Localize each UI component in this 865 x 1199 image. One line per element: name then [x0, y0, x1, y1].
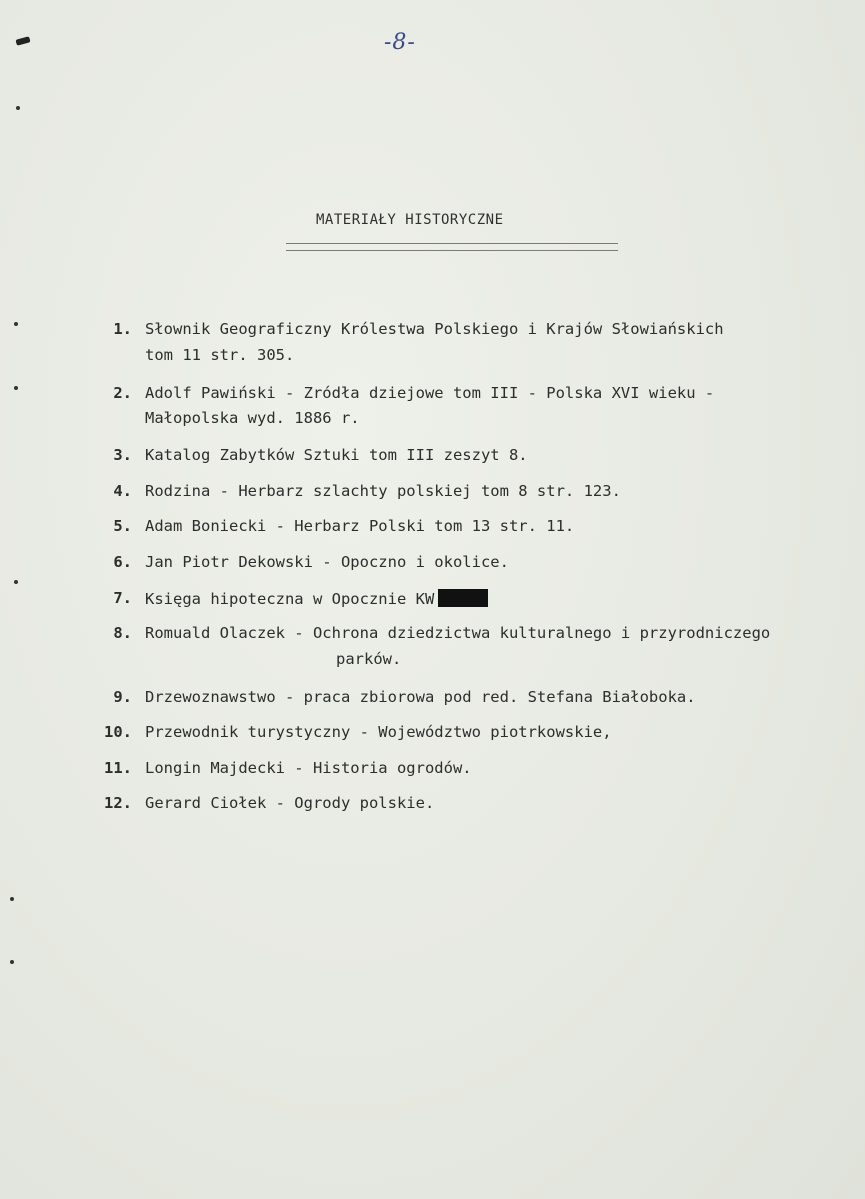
- margin-dot: [14, 322, 18, 326]
- page-title: MATERIAŁY HISTORYCZNE: [316, 212, 504, 228]
- item-text: Jan Piotr Dekowski - Opoczno i okolice.: [145, 553, 509, 571]
- item-number: 1.: [113, 320, 132, 338]
- item-text: Gerard Ciołek - Ogrody polskie.: [145, 794, 435, 812]
- item-text: Longin Majdecki - Historia ogrodów.: [145, 759, 472, 777]
- item-text-wrapper: [145, 589, 488, 608]
- item-text: Przewodnik turystyczny - Województwo piotrkowskie,: [145, 723, 612, 741]
- item-number: 4.: [113, 482, 132, 500]
- redaction-block: [438, 589, 488, 607]
- item-text-continued: Małopolska wyd. 1886 r.: [145, 409, 360, 427]
- item-text: Rodzina - Herbarz szlachty polskiej tom 8 str. 123.: [145, 482, 621, 500]
- item-number: 6.: [113, 553, 132, 571]
- item-number: 5.: [113, 517, 132, 535]
- item-number: 8.: [113, 624, 132, 642]
- item-number: 3.: [113, 446, 132, 464]
- item-text: Drzewoznawstwo - praca zbiorowa pod red. Stefana Białoboka.: [145, 688, 696, 706]
- item-number: 9.: [113, 688, 132, 706]
- page-number: -8-: [384, 30, 416, 55]
- item-text: Romuald Olaczek - Ochrona dziedzictwa kulturalnego i przyrodniczego: [145, 624, 771, 642]
- item-number: 11.: [104, 759, 132, 777]
- item-number: 10.: [104, 723, 132, 741]
- item-number: 7.: [113, 589, 132, 607]
- margin-dot: [10, 897, 14, 901]
- item-text: Adolf Pawiński - Zródła dziejowe tom III - Polska XVI wieku -: [145, 384, 715, 402]
- item-text-continued: tom 11 str. 305.: [145, 346, 295, 364]
- title-underline: [286, 243, 618, 251]
- item-text: Katalog Zabytków Sztuki tom III zeszyt 8.: [145, 446, 528, 464]
- item-text: Słownik Geograficzny Królestwa Polskiego i Krajów Słowiańskich: [145, 320, 724, 338]
- item-number: 12.: [104, 794, 132, 812]
- ink-mark: [15, 36, 30, 45]
- margin-dot: [10, 960, 14, 964]
- item-text: Adam Boniecki - Herbarz Polski tom 13 str. 11.: [145, 517, 575, 535]
- item-number: 2.: [113, 384, 132, 402]
- item-text: Księga hipoteczna w Opocznie KW: [145, 590, 435, 608]
- margin-dot: [14, 386, 18, 390]
- margin-dot: [14, 580, 18, 584]
- item-text-continued: parków.: [336, 650, 402, 668]
- margin-dot: [16, 106, 20, 110]
